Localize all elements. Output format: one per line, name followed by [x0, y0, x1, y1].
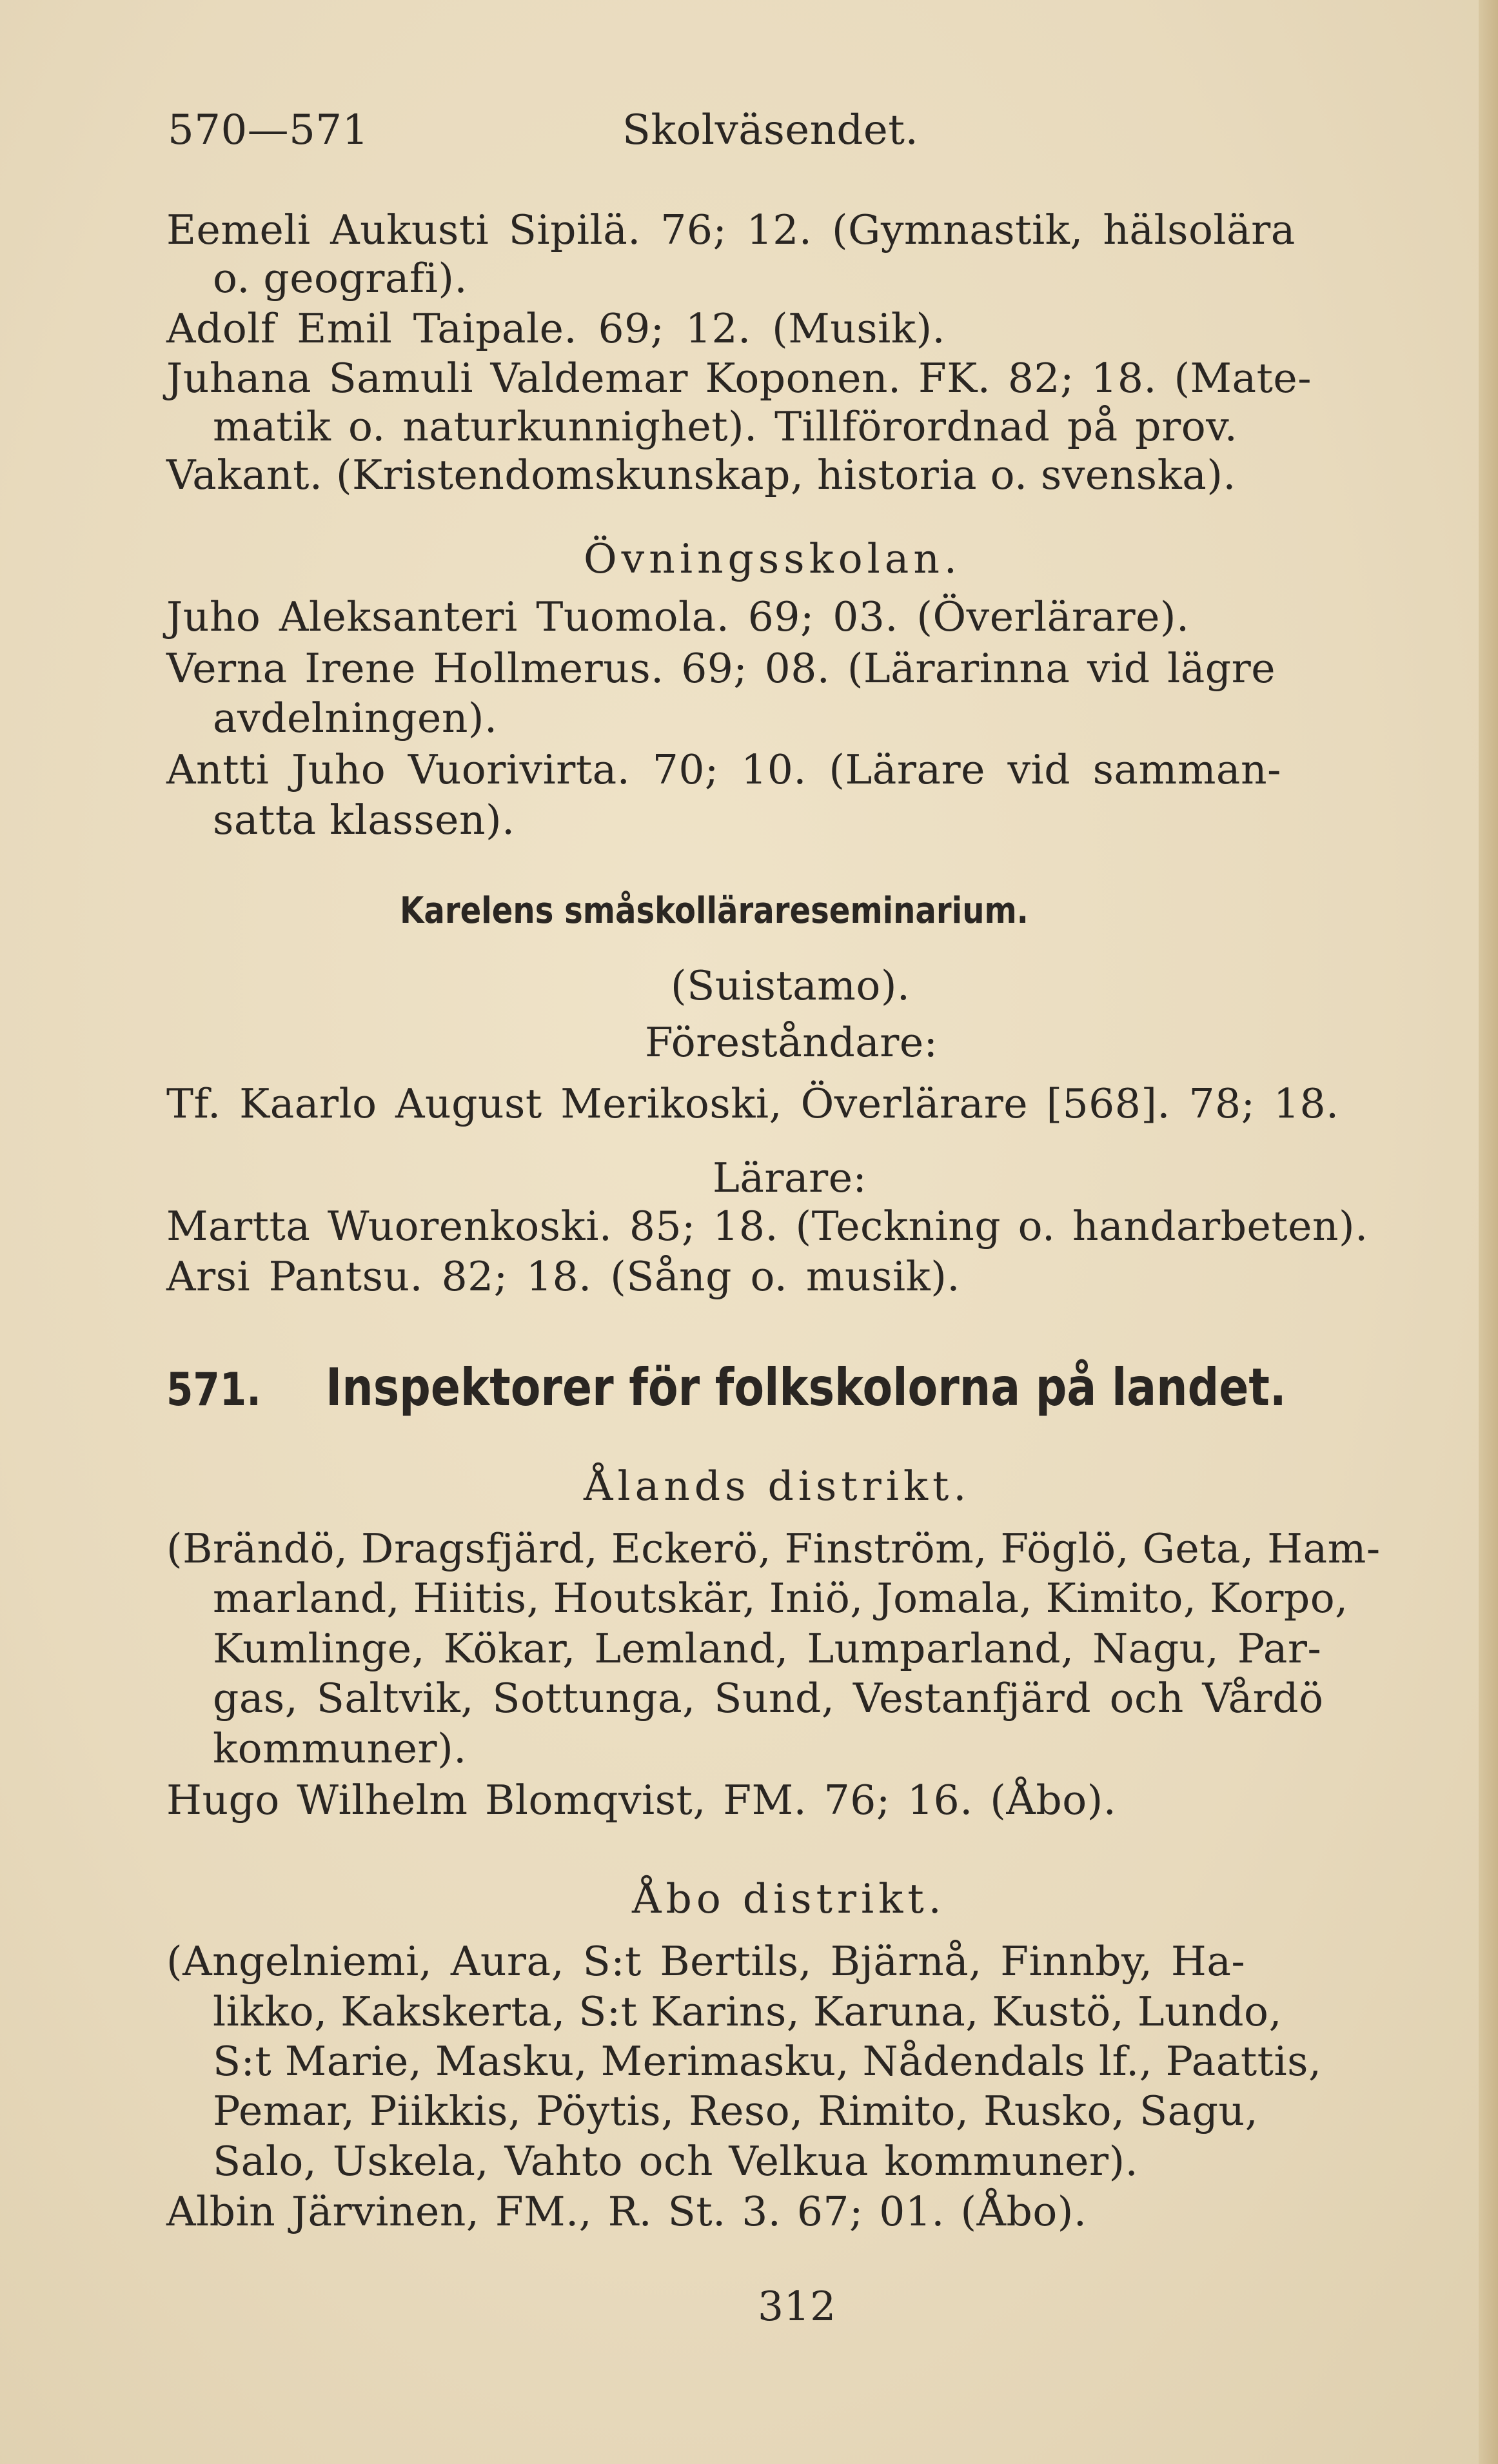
- page-number: 312: [758, 2283, 836, 2330]
- ovning-line-2: Verna Irene Hollmerus. 69; 08. (Lärarinna vid lägre: [166, 645, 1276, 692]
- header-section-title: Skolväsendet.: [622, 106, 919, 154]
- staff-line-4: Juhana Samuli Valdemar Koponen. FK. 82; 18. (Mate-: [166, 355, 1312, 402]
- abo-line-3: S:t Marie, Masku, Merimasku, Nådendals lf., Paattis,: [213, 2038, 1322, 2085]
- abo-line-4: Pemar, Piikkis, Pöytis, Reso, Rimito, Rusko, Sagu,: [213, 2087, 1259, 2134]
- role-heading-forestandare: Föreståndare:: [645, 1019, 938, 1066]
- ovning-line-1: Juho Aleksanteri Tuomola. 69; 03. (Överlärare).: [166, 593, 1190, 640]
- abo-line-6: Albin Järvinen, FM., R. St. 3. 67; 01. (Åbo).: [166, 2188, 1087, 2235]
- section-number: 571.: [166, 1363, 261, 1416]
- abo-line-2: likko, Kakskerta, S:t Karins, Karuna, Kustö, Lundo,: [213, 1988, 1282, 2035]
- aland-line-4: gas, Saltvik, Sottunga, Sund, Vestanfjärd och Vårdö: [213, 1675, 1324, 1722]
- header-page-range: 570—571: [168, 106, 369, 154]
- aland-line-2: marland, Hiitis, Houtskär, Iniö, Jomala, Kimito, Korpo,: [213, 1575, 1348, 1622]
- abo-line-5: Salo, Uskela, Vahto och Velkua kommuner).: [213, 2138, 1139, 2185]
- staff-line-5: matik o. naturkunnighet). Tillförordnad på prov.: [213, 403, 1238, 450]
- staff-line-1: Eemeli Aukusti Sipilä. 76; 12. (Gymnastik, hälsolära: [166, 206, 1296, 253]
- ovning-line-4: Antti Juho Vuorivirta. 70; 10. (Lärare vid samman-: [166, 746, 1281, 793]
- abo-line-1: (Angelniemi, Aura, S:t Bertils, Bjärnå, Finnby, Ha-: [166, 1938, 1246, 1985]
- section-heading-ovningsskolan: Övningsskolan.: [584, 535, 961, 582]
- staff-line-3: Adolf Emil Taipale. 69; 12. (Musik).: [166, 305, 946, 352]
- district-heading-aland: Ålands distrikt.: [584, 1463, 971, 1510]
- larare-line-2: Arsi Pantsu. 82; 18. (Sång o. musik).: [166, 1253, 960, 1300]
- page-edge: [1479, 0, 1498, 2464]
- aland-line-6: Hugo Wilhelm Blomqvist, FM. 76; 16. (Åbo).: [166, 1777, 1117, 1824]
- ovning-line-3: avdelningen).: [213, 695, 498, 742]
- section-title-inspektorer: Inspektorer för folkskolorna på landet.: [326, 1357, 1286, 1417]
- seminarium-location: (Suistamo).: [671, 962, 911, 1009]
- aland-line-3: Kumlinge, Kökar, Lemland, Lumparland, Nagu, Par-: [213, 1625, 1322, 1672]
- aland-line-5: kommuner).: [213, 1725, 467, 1772]
- role-heading-larare: Lärare:: [713, 1154, 867, 1201]
- larare-line-1: Martta Wuorenkoski. 85; 18. (Teckning o. handarbeten).: [166, 1203, 1368, 1250]
- forestandare-line-1: Tf. Kaarlo August Merikoski, Överlärare [568]. 78; 18.: [166, 1080, 1339, 1127]
- staff-line-2: o. geografi).: [213, 255, 468, 302]
- ovning-line-5: satta klassen).: [213, 796, 515, 843]
- district-heading-abo: Åbo distrikt.: [632, 1875, 946, 1922]
- aland-line-1: (Brändö, Dragsfjärd, Eckerö, Finström, Föglö, Geta, Ham-: [166, 1525, 1381, 1572]
- staff-line-6: Vakant. (Kristendomskunskap, historia o. svenska).: [166, 451, 1236, 498]
- section-heading-seminarium: Karelens småskollärareseminarium.: [400, 890, 1029, 932]
